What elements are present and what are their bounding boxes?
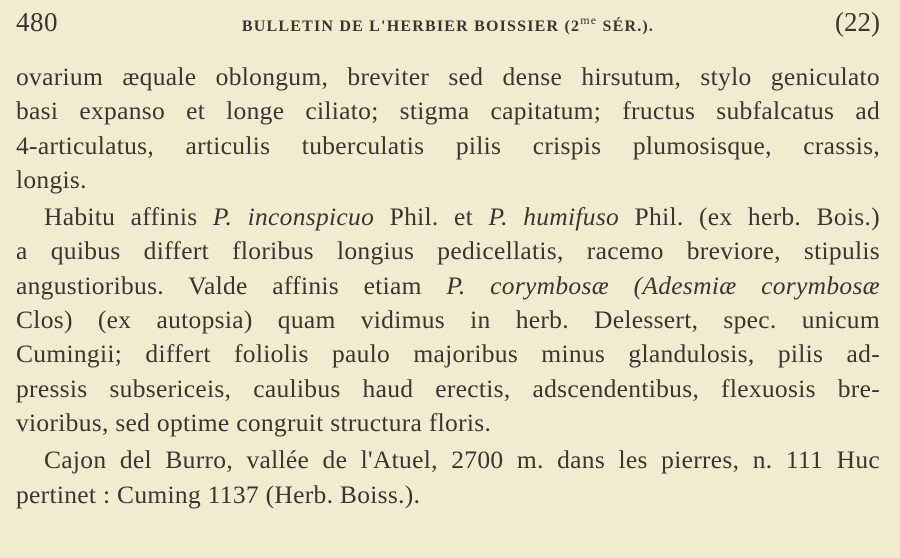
text-line: 4-articulatus, articulis tuberculatis pilis crispis plumosisque, crassis, — [16, 130, 880, 160]
species-name: P. inconspicuo — [212, 202, 375, 232]
paragraph-affinities — [16, 200, 880, 440]
text-line: longis. — [16, 164, 87, 194]
text-line: ovarium æquale oblongum, breviter sed dense hirsutum, stylo geniculato — [16, 62, 880, 91]
species-name: P. corymbosæ (Adesmiæ corymbosæ — [446, 270, 880, 300]
journal-title — [16, 13, 880, 36]
journal-title-text: BULLETIN DE L'HERBIER BOISSIER (2 — [241, 18, 581, 35]
text-line: basi expanso et longe ciliato; stigma capitatum; fructus subfalcatus ad — [16, 96, 880, 126]
text-line: Cajon del Burro, vallée de l'Atuel, 2700 m. dans les pierres, n. 111 Huc — [44, 445, 880, 475]
paragraph-description — [16, 60, 880, 197]
journal-title-end: SÉR.). — [597, 18, 655, 35]
journal-title-superscript: me — [580, 13, 598, 27]
text-segment: Phil. (ex herb. Bois.) — [619, 202, 880, 232]
text-line: pressis subsericeis, caulibus haud erectis, adscendentibus, flexuosis bre- — [16, 373, 880, 403]
running-head — [16, 0, 880, 40]
page-reference: (22) — [835, 7, 880, 37]
paragraph-locality — [16, 443, 880, 512]
text-line — [16, 200, 880, 234]
text-line: Cumingii; differt foliolis paulo majoribus minus glandulosis, pilis ad- — [16, 339, 880, 369]
text-line: pertinet : Cuming 1137 (Herb. Boiss.). — [16, 479, 421, 509]
text-segment: angustioribus. Valde affinis etiam — [16, 270, 447, 300]
text-segment: Habitu affinis — [44, 202, 213, 232]
page-number: 480 — [16, 7, 58, 37]
text-line: vioribus, sed optime congruit structura floris. — [16, 407, 492, 437]
text-line — [16, 269, 880, 303]
text-segment: Phil. et — [374, 202, 489, 232]
text-line: a quibus differt floribus longius pedicellatis, racemo breviore, stipulis — [16, 236, 880, 266]
body-text — [16, 60, 880, 512]
text-line: Clos) (ex autopsia) quam vidimus in herb. Delessert, spec. unicum — [16, 305, 880, 335]
species-name: P. humifuso — [488, 202, 620, 232]
